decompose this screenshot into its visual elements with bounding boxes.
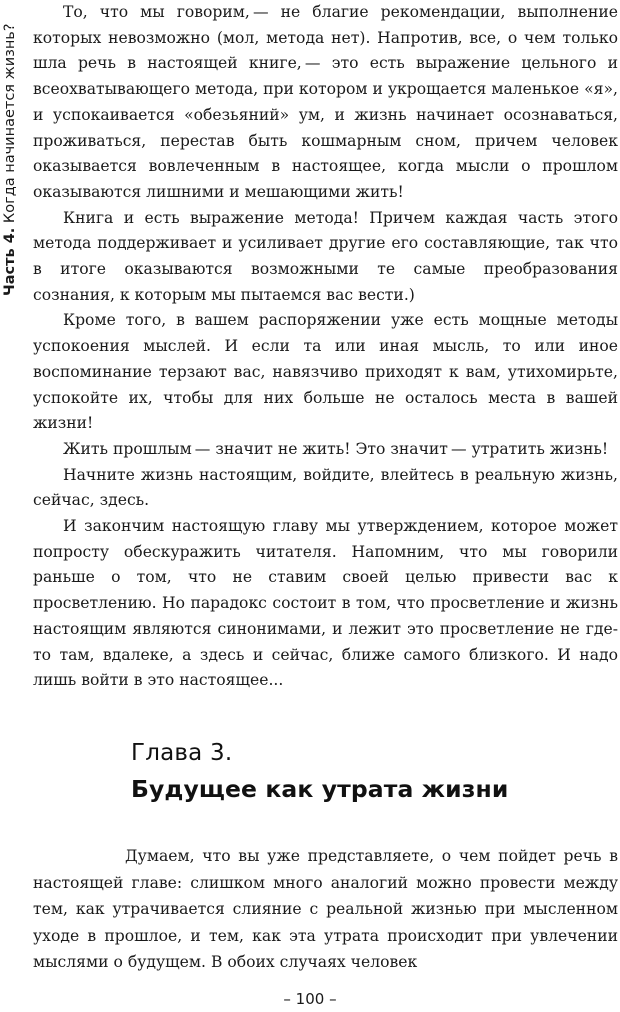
page-number: – 100 – bbox=[283, 990, 337, 1008]
chapter-number: Глава 3. bbox=[131, 740, 233, 766]
chapter-heading bbox=[131, 738, 508, 806]
body-text bbox=[33, 0, 618, 694]
paragraph: То, что мы говорим, — не благие рекомендации, выполнение которых невозможно (мол, метода нет). Напротив, все, о чем только шла речь в настоящей книге, — это есть выражение цельного и всеохватывающего метода, при котором и укрощается маленькое «я», и успокаивается «обезьяний» ум, и жизнь начинает осознаваться, проживаться, перестав быть кошмарным сном, причем человек оказывается вовлеченным в настоящее, когда мысли о прошлом оказываются лишними и мешающими жить! bbox=[33, 3, 618, 201]
running-head-title: Когда начинается жизнь? bbox=[2, 23, 18, 224]
paragraph: Книга и есть выражение метода! Причем каждая часть этого метода поддерживает и усиливает другие его составляющие, так что в итоге оказываются возможными те самые преобразования сознания, к которым мы пытаемся вас вести.) bbox=[33, 208, 618, 304]
paragraph: И закончим настоящую главу мы утверждением, которое может попросту обескуражить читателя. Напомним, что мы говорили раньше о том, что не ставим своей целью привести вас к просветлению. Но парадокс состоит в том, что просветление и жизнь настоящим являются синонимами, и лежит это просветление не где-то там, вдалеке, а здесь и сейчас, ближе самого близкого. И надо лишь войти в это настоящее... bbox=[33, 517, 618, 690]
paragraph: Начните жизнь настоящим, войдите, влейтесь в реальную жизнь, сейчас, здесь. bbox=[33, 465, 618, 510]
chapter-body-text bbox=[33, 843, 618, 976]
chapter-title: Будущее как утрата жизни bbox=[131, 775, 509, 803]
paragraph: Кроме того, в вашем распоряжении уже есть мощные методы успокоения мыслей. И если та или иная мысль, то или иное воспоминание терзают вас, навязчиво приходят к вам, утихомирьте, успокойте их, чтобы для них больше не осталось места в вашей жизни! bbox=[33, 311, 618, 433]
paragraph: Думаем, что вы уже представляете, о чем пойдет речь в настоящей главе: слишком много аналогий можно провести между тем, как утрачивается слияние с реальной жизнью при мысленном уходе в прошлое, и тем, как эта утрата происходит при увлечении мыслями о будущем. В обоих случаях человек bbox=[33, 847, 618, 972]
running-head-part: Часть 4. bbox=[2, 227, 18, 296]
running-head bbox=[0, 0, 24, 300]
paragraph: Жить прошлым — значит не жить! Это значит — утратить жизнь! bbox=[63, 439, 609, 458]
